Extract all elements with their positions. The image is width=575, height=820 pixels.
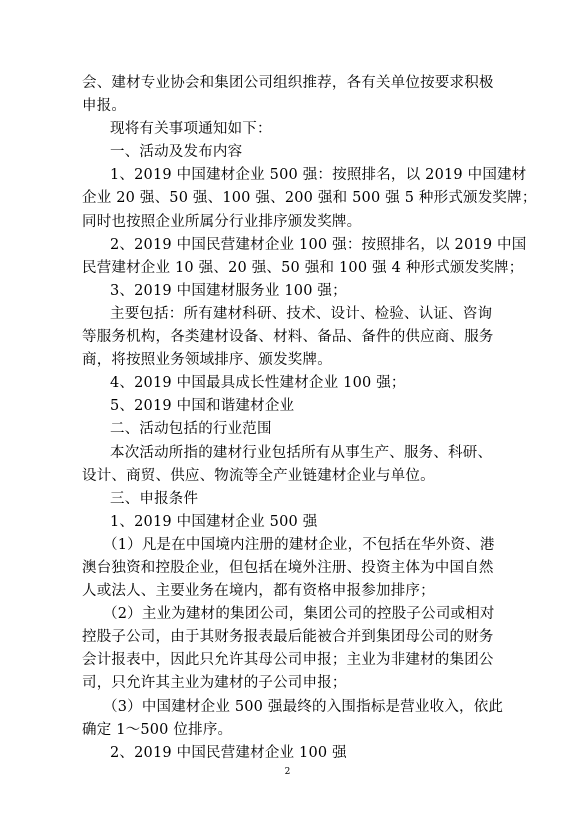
- text-line: 司，只允许其主业为建材的子公司申报；: [82, 675, 347, 692]
- text-line: 会、建材专业协会和集团公司组织推荐，各有关单位按要求积极: [82, 75, 494, 91]
- text-line: 设计、商贸、供应、物流等全产业链建材企业与单位。: [82, 467, 435, 484]
- text-line: （1）凡是在中国境内注册的建材企业，不包括在华外资、港: [103, 536, 495, 553]
- text-line: 主要包括：所有建材科研、技术、设计、检验、认证、咨询: [110, 305, 493, 322]
- text-line: 人或法人、主要业务在境内，都有资格申报参加排序；: [82, 583, 435, 600]
- page-number: 2: [284, 767, 291, 777]
- text-line: 5、2019 中国和谐建材企业: [110, 398, 295, 415]
- section-heading: 二、活动包括的行业范围: [110, 421, 272, 438]
- text-line: 4、2019 中国最具成长性建材企业 100 强；: [110, 375, 406, 392]
- text-line: 1、2019 中国建材企业 500 强：按照排名，以 2019 中国建材: [110, 167, 527, 184]
- text-line: 企业 20 强、50 强、100 强、200 强和 500 强 5 种形式颁发奖牌；: [82, 190, 537, 207]
- section-heading: 一、活动及发布内容: [110, 144, 243, 161]
- text-line: 会计报表中，因此只允许其母公司申报；主业为非建材的集团公: [82, 652, 494, 669]
- text-line: 控股子公司，由于其财务报表最后能被合并到集团母公司的财务: [82, 629, 494, 646]
- text-line: 澳台独资和控股企业，但包括在境外注册、投资主体为中国自然: [82, 559, 494, 576]
- text-line: 现将有关事项通知如下：: [110, 121, 272, 138]
- text-line: （3）中国建材企业 500 强最终的入围指标是营业收入，依此: [103, 698, 504, 715]
- document-body: [82, 72, 537, 765]
- text-line: 申报。: [82, 98, 127, 115]
- text-line: 1、2019 中国建材企业 500 强: [110, 513, 318, 530]
- text-line: 本次活动所指的建材行业包括所有从事生产、服务、科研、: [110, 444, 493, 461]
- text-line: （2）主业为建材的集团公司，集团公司的控股子公司或相对: [103, 606, 495, 623]
- text-line: 同时也按照企业所属分行业排序颁发奖牌。: [82, 213, 362, 230]
- text-line: 确定 1～500 位排序。: [82, 721, 233, 738]
- text-line: 2、2019 中国民营建材企业 100 强: [110, 744, 347, 761]
- text-line: 3、2019 中国建材服务业 100 强；: [110, 282, 347, 299]
- text-line: 2、2019 中国民营建材企业 100 强：按照排名，以 2019 中国: [110, 236, 527, 253]
- section-heading: 三、申报条件: [110, 490, 199, 507]
- text-line: 民营建材企业 10 强、20 强、50 强和 100 强 4 种形式颁发奖牌；: [82, 259, 524, 276]
- text-line: 等服务机构，各类建材设备、材料、备品、备件的供应商、服务: [82, 329, 494, 346]
- text-line: 商，将按照业务领域排序、颁发奖牌。: [82, 352, 332, 369]
